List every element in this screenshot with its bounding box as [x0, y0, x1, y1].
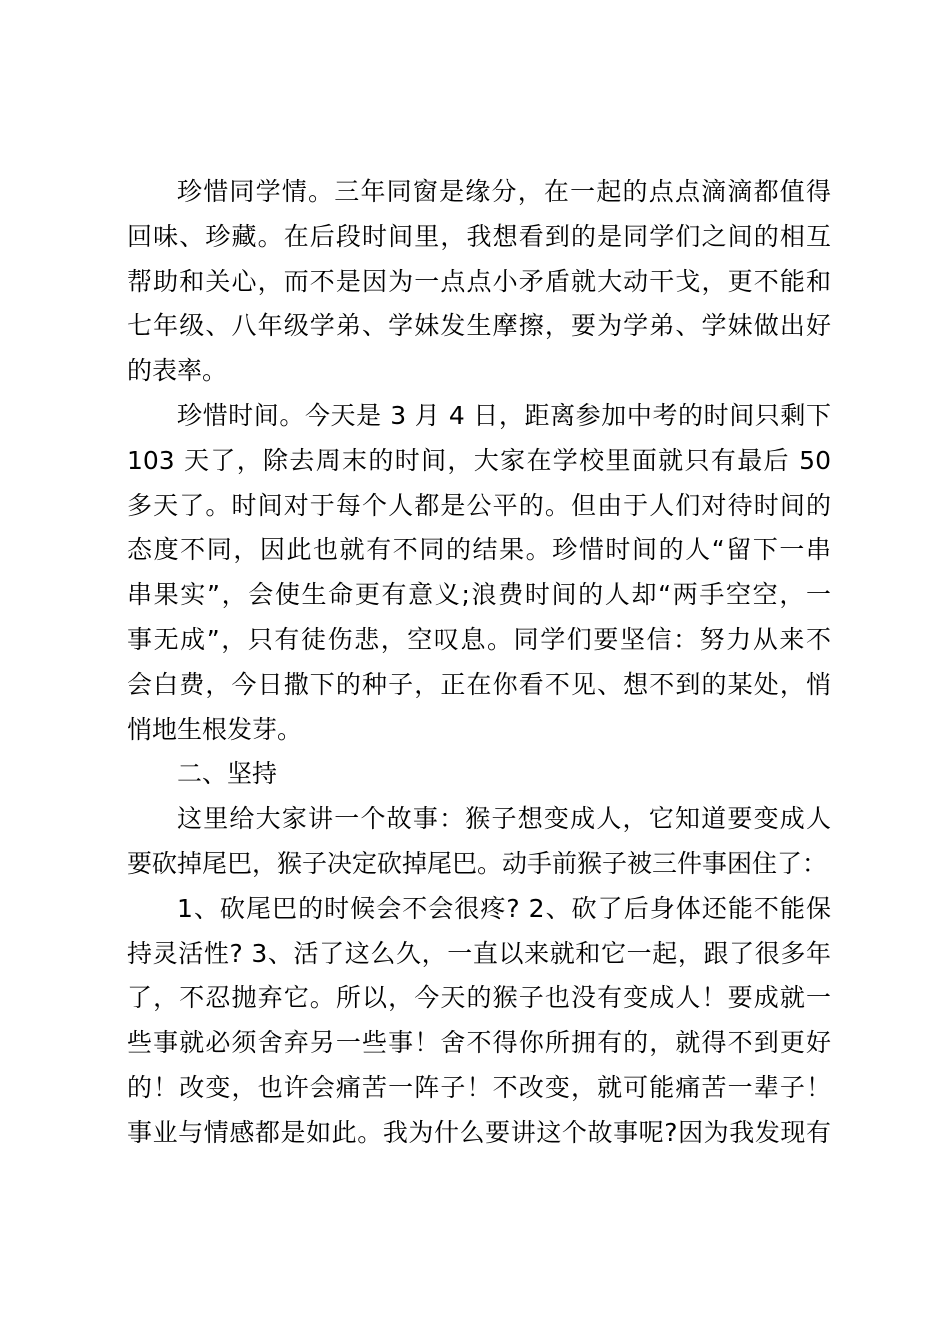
section-heading: 二、坚持 [177, 759, 278, 789]
document-body [127, 170, 831, 1156]
text-line: 要砍掉尾巴，猴子决定砍掉尾巴。动手前猴子被三件事困住了： [127, 848, 828, 878]
text-line: 持灵活性? 3、活了这么久，一直以来就和它一起，跟了很多年 [127, 938, 831, 968]
text-line: 事无成”，只有徒伤悲，空叹息。同学们要坚信：努力从来不 [127, 624, 831, 654]
text-line: 七年级、八年级学弟、学妹发生摩擦，要为学弟、学妹做出好 [127, 311, 831, 341]
text-line: 事业与情感都是如此。我为什么要讲这个故事呢?因为我发现有 [127, 1117, 831, 1147]
text-line: 悄地生根发芽。 [127, 714, 303, 744]
text-line: 些事就必须舍弃另一些事！舍不得你所拥有的，就得不到更好 [127, 1028, 831, 1058]
text-line: 1、砍尾巴的时候会不会很疼? 2、砍了后身体还能不能保 [177, 893, 831, 923]
text-line: 帮助和关心，而不是因为一点点小矛盾就大动干戈，更不能和 [127, 266, 831, 296]
text-line: 珍惜时间。今天是 3 月 4 日，距离参加中考的时间只剩下 [177, 400, 831, 430]
text-line: 了，不忍抛弃它。所以，今天的猴子也没有变成人！要成就一 [127, 983, 831, 1013]
text-line: 的表率。 [127, 356, 228, 386]
text-line: 串果实”，会使生命更有意义;浪费时间的人却“两手空空，一 [127, 580, 831, 610]
text-line: 态度不同，因此也就有不同的结果。珍惜时间的人“留下一串 [127, 535, 831, 565]
text-line: 多天了。时间对于每个人都是公平的。但由于人们对待时间的 [127, 490, 831, 520]
text-line: 回味、珍藏。在后段时间里，我想看到的是同学们之间的相互 [127, 221, 831, 251]
text-line: 的！改变，也许会痛苦一阵子！不改变，就可能痛苦一辈子！ [127, 1072, 831, 1102]
text-line: 103 天了，除去周末的时间，大家在学校里面就只有最后 50 [127, 445, 831, 475]
text-line: 这里给大家讲一个故事：猴子想变成人，它知道要变成人 [177, 804, 831, 834]
text-line: 会白费，今日撒下的种子，正在你看不见、想不到的某处，悄 [127, 669, 831, 699]
text-line: 珍惜同学情。三年同窗是缘分，在一起的点点滴滴都值得 [177, 177, 831, 206]
